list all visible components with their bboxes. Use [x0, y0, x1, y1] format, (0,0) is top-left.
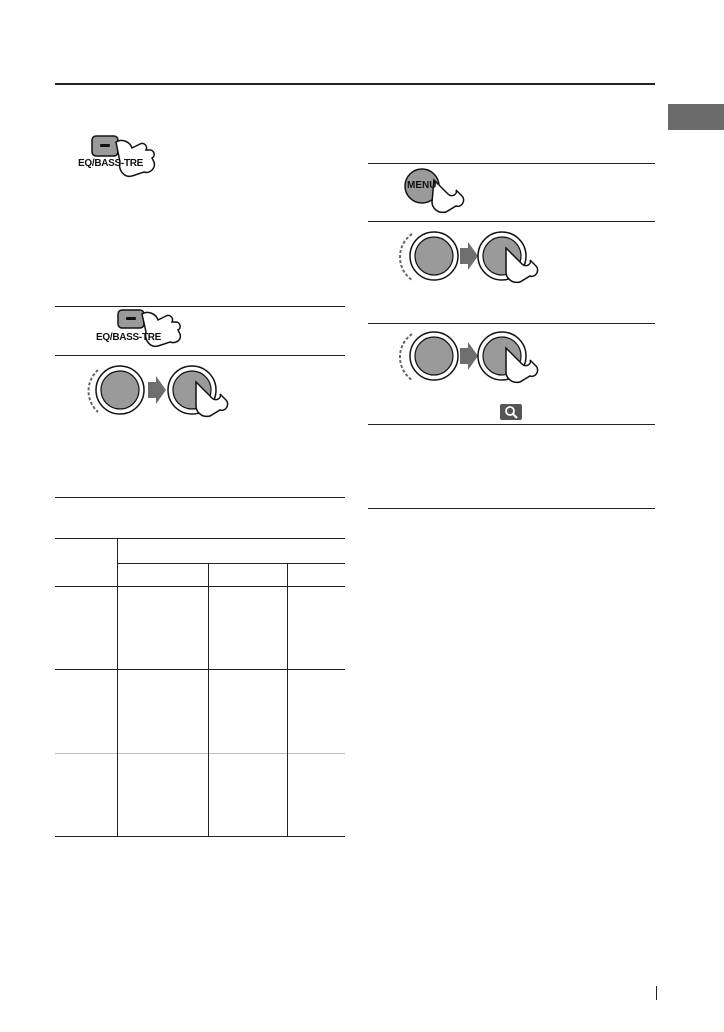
volume-dial-turn-press-icon	[92, 360, 232, 420]
table-row-rule	[55, 669, 345, 670]
step-rule	[55, 355, 345, 356]
language-tab	[668, 104, 724, 130]
magnifier-icon	[500, 404, 522, 420]
volume-dial-turn-press-icon	[406, 226, 546, 286]
table-top-rule	[55, 538, 345, 539]
table-row-rule	[55, 586, 345, 587]
table-col-rule	[287, 563, 288, 836]
eq-bass-tre-label: EQ/BASS-TRE	[96, 332, 162, 343]
table-col-rule	[117, 538, 118, 836]
header-rule	[55, 83, 655, 85]
page-number-marker	[656, 986, 657, 1000]
step-rule	[368, 221, 655, 222]
menu-button-label: MENU	[407, 180, 437, 191]
table-row-rule	[55, 753, 345, 754]
table-bottom-rule	[55, 836, 345, 837]
table-col-rule	[208, 563, 209, 836]
eq-bass-tre-button-icon	[114, 310, 184, 350]
step-rule	[55, 497, 345, 498]
step-rule	[55, 306, 345, 307]
table-subheader-rule	[118, 563, 345, 564]
step-rule	[368, 163, 655, 164]
step-rule	[368, 424, 655, 425]
step-rule	[368, 323, 655, 324]
volume-dial-turn-press-icon	[406, 326, 546, 386]
step-rule	[368, 508, 655, 509]
eq-bass-tre-label: EQ/BASS-TRE	[78, 158, 144, 169]
menu-button-icon	[404, 166, 484, 216]
